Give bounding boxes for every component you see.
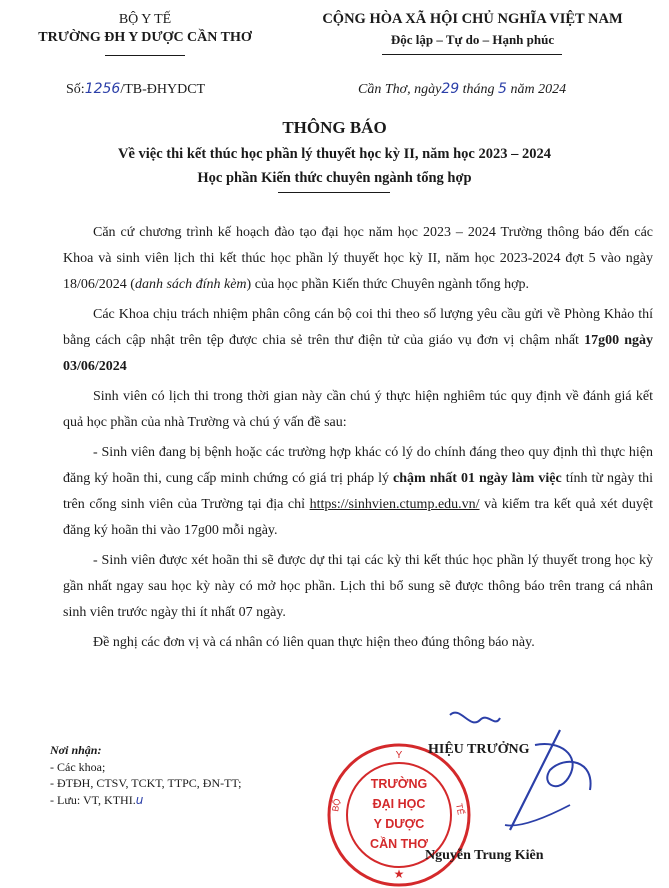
motto-divider xyxy=(382,54,562,55)
place-date xyxy=(358,81,566,98)
date-month: 5 xyxy=(498,81,507,97)
seal-ring-right: TẾ xyxy=(454,802,466,816)
signer-title: HIỆU TRƯỞNG xyxy=(428,742,530,757)
p2-deadline: 17g00 ngày 03/06/2024 xyxy=(63,333,653,374)
nation-title: CỘNG HÒA XÃ HỘI CHỦ NGHĨA VIỆT NAM xyxy=(322,11,623,27)
place-label: Cần Thơ, ngày xyxy=(358,82,442,97)
p1-text-b: ) của học phần Kiến thức Chuyên ngành tổng hợp. xyxy=(246,277,530,292)
recipients-label: Nơi nhận: xyxy=(50,743,102,757)
recipient-item: - Các khoa; xyxy=(50,759,106,774)
signer-name: Nguyễn Trung Kiên xyxy=(425,848,544,863)
p4-deadline: chậm nhất 01 ngày làm việc xyxy=(393,471,562,486)
document-subject: Về việc thi kết thúc học phần lý thuyết học kỳ II, năm học 2023 – 2024 xyxy=(117,146,551,162)
paragraph-students: Sinh viên có lịch thi trong thời gian này cần chú ý thực hiện nghiêm túc quy định về đánh giá kết quả học phần của nhà Trường và chú ý vấn đề sau: xyxy=(63,389,653,430)
number-value: 1256 xyxy=(84,81,121,97)
subject-divider xyxy=(278,192,390,193)
date-day: 29 xyxy=(441,81,460,97)
number-suffix: /TB-ĐHYDCT xyxy=(120,82,206,97)
p1-italic: danh sách đính kèm xyxy=(134,277,247,292)
paragraph-basis xyxy=(63,220,653,298)
org-divider xyxy=(105,55,185,56)
recipient-item: - ĐTĐH, CTSV, TCKT, TTPC, ĐN-TT; xyxy=(50,776,242,790)
seal-star-icon: ★ xyxy=(393,867,405,881)
year-label: năm 2024 xyxy=(510,82,567,97)
student-portal-link[interactable]: https://sinhvien.ctump.edu.vn/ xyxy=(309,497,480,512)
document-course: Học phần Kiến thức chuyên ngành tổng hợp xyxy=(197,170,472,186)
seal-ring-top: Y xyxy=(395,750,403,761)
recipients-block xyxy=(50,742,320,808)
archive-initial: u xyxy=(135,792,144,807)
seal-line-1: TRƯỜNG xyxy=(370,777,428,791)
p4-text-a: - Sinh viên đang bị bệnh hoặc các trường hợp khác có lý do chính đáng theo quy định thì thực hiện đăng ký hoãn thi, cung cấp minh chứng có giá trị pháp lý xyxy=(63,445,653,486)
paragraph-request: Đề nghị các đơn vị và cá nhân có liên quan thực hiện theo đúng thông báo này. xyxy=(93,635,535,650)
document-number xyxy=(66,81,205,98)
seal-ring-left: BỘ xyxy=(330,797,343,813)
seal-line-4: CẦN THƠ xyxy=(370,837,428,851)
school-name: TRƯỜNG ĐH Y DƯỢC CẦN THƠ xyxy=(38,30,252,45)
p4-text-c: và kiểm tra kết quả xét duyệt đăng ký hoãn thi vào 17g00 mỗi ngày. xyxy=(63,497,654,538)
signature-icon xyxy=(440,700,640,850)
p2-text-a: Các Khoa chịu trách nhiệm phân công cán bộ coi thi theo số lượng yêu cầu gửi về Phòng Khảo thí bằng cách cập nhật trên tệp được chia sẻ trên thư điện tử của giáo vụ đơn vị chậm nhất xyxy=(63,307,653,348)
p1-text-a: Căn cứ chương trình kế hoạch đào tạo đại học năm học 2023 – 2024 Trường thông báo đến các Khoa và sinh viên lịch thi kết thúc học phần lý thuyết học kỳ II, năm học 2023-2024 đợt 5 vào ngày 18/06/2024 ( xyxy=(63,225,653,292)
p4-text-b: tính từ ngày thi trên cổng sinh viên của Trường tại địa chỉ xyxy=(63,471,653,512)
number-label: Số: xyxy=(66,82,85,97)
month-label: tháng xyxy=(462,82,495,97)
seal-line-2: ĐẠI HỌC xyxy=(372,797,426,811)
document-type: THÔNG BÁO xyxy=(282,118,387,137)
paragraph-makeup: - Sinh viên được xét hoãn thi sẽ được dự thi tại các kỳ thi kết thúc học phần lý thuyết trong học kỳ gần nhất ngay sau học kỳ này có mở học phần. Lịch thi bổ sung sẽ được thông báo trên trang cá nhân sinh viên trước ngày thi ít nhất 07 ngày. xyxy=(63,553,653,620)
recipient-item: - Lưu: VT, KTHI.u xyxy=(50,792,144,807)
ministry-name: BỘ Y TẾ xyxy=(118,12,172,27)
document-body xyxy=(63,220,653,660)
seal-line-3: Y DƯỢC xyxy=(373,817,425,831)
paragraph-faculty xyxy=(63,302,653,380)
motto: Độc lập – Tự do – Hạnh phúc xyxy=(390,32,555,47)
paragraph-postpone xyxy=(63,440,653,544)
